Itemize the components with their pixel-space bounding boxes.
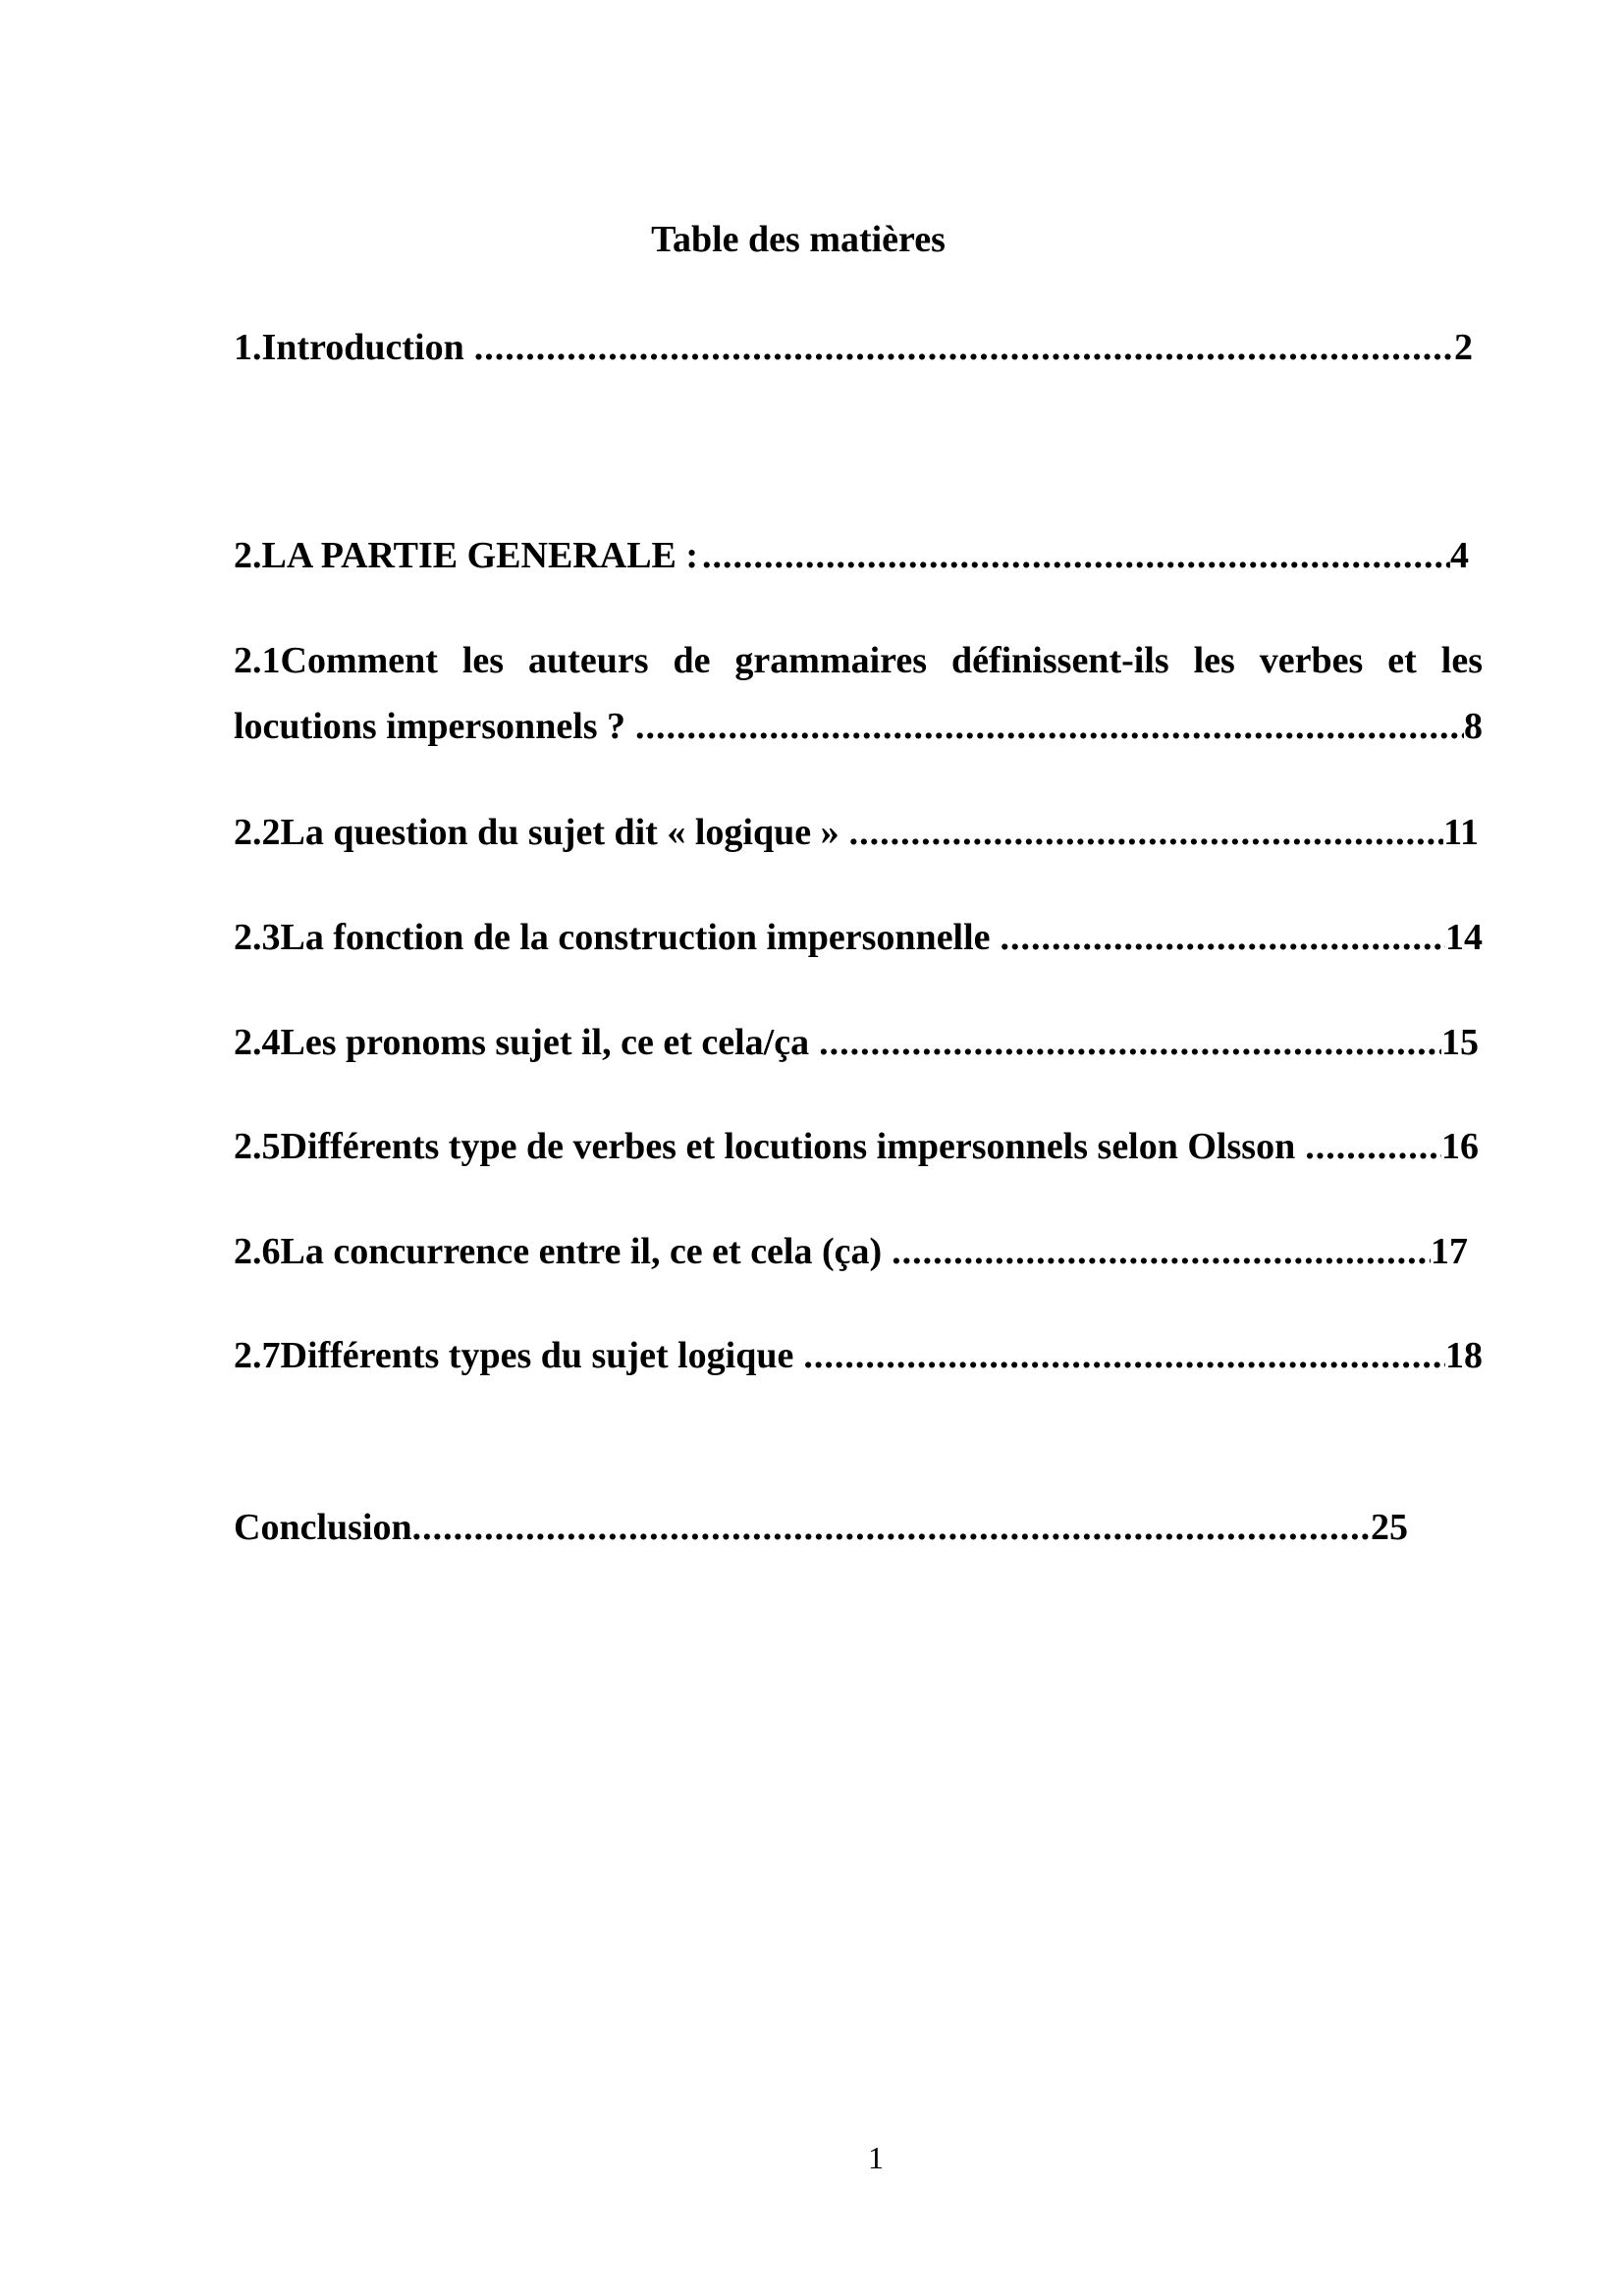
toc-entry-2-1-continued[interactable] xyxy=(234,703,1483,750)
toc-entry-label: 1.Introduction xyxy=(234,327,464,368)
toc-entry-introduction[interactable] xyxy=(234,324,1473,371)
toc-entry-page-number: 8 xyxy=(1464,706,1483,747)
toc-entry-label: 2.2La question du sujet dit « logique » xyxy=(234,812,839,853)
toc-entry-page-number: 11 xyxy=(1443,812,1479,853)
dot-leader xyxy=(803,1332,1445,1379)
dot-leader xyxy=(702,532,1450,579)
toc-entry-2-7[interactable] xyxy=(234,1332,1483,1379)
toc-entry-2-3[interactable] xyxy=(234,914,1483,961)
toc-entry-label: 2.3La fonction de la construction impersonnelle xyxy=(234,917,991,958)
toc-entry-2-4[interactable] xyxy=(234,1019,1479,1066)
toc-entry-label-line1: 2.1Comment les auteurs de grammaires définissent-ils les verbes et les xyxy=(234,640,1483,681)
toc-entry-label: Conclusion xyxy=(234,1507,412,1548)
toc-entry-label: 2.LA PARTIE GENERALE : xyxy=(234,535,699,576)
toc-entry-label: 2.6La concurrence entre il, ce et cela (ça) xyxy=(234,1231,883,1272)
toc-entry-page-number: 4 xyxy=(1450,535,1469,576)
dot-leader xyxy=(819,1019,1441,1066)
toc-entry-label: 2.7Différents types du sujet logique xyxy=(234,1335,794,1376)
toc-entry-page-number: 18 xyxy=(1445,1335,1483,1376)
toc-entry-label-line2: locutions impersonnels ? xyxy=(234,706,626,747)
dot-leader xyxy=(474,324,1454,371)
toc-entry-label: 2.4Les pronoms sujet il, ce et cela/ça xyxy=(234,1022,810,1063)
toc-entry-page-number: 2 xyxy=(1454,327,1473,368)
page-number: 1 xyxy=(868,2140,884,2175)
toc-entry-2-1[interactable] xyxy=(234,637,1483,684)
toc-title-text: Table des matières xyxy=(651,219,946,260)
toc-entry-2-5[interactable] xyxy=(234,1123,1479,1170)
dot-leader xyxy=(412,1504,1371,1551)
page-footer xyxy=(0,2138,1624,2177)
dot-leader xyxy=(849,809,1444,856)
dot-leader xyxy=(1001,914,1445,961)
toc-entry-page-number: 15 xyxy=(1441,1022,1479,1063)
toc-entry-conclusion[interactable] xyxy=(234,1504,1408,1551)
toc-entry-2-2[interactable] xyxy=(234,809,1479,856)
toc-entry-page-number: 16 xyxy=(1441,1126,1479,1167)
dot-leader xyxy=(1305,1123,1441,1170)
dot-leader xyxy=(892,1228,1431,1275)
toc-entry-label: 2.5Différents type de verbes et locutions impersonnels selon Olsson xyxy=(234,1126,1296,1167)
toc-entry-page-number: 25 xyxy=(1371,1507,1408,1548)
toc-title xyxy=(0,216,1624,263)
toc-entry-page-number: 17 xyxy=(1431,1231,1468,1272)
toc-entry-partie-generale[interactable] xyxy=(234,532,1469,579)
dot-leader xyxy=(635,703,1464,750)
toc-entry-page-number: 14 xyxy=(1445,917,1483,958)
toc-entry-2-6[interactable] xyxy=(234,1228,1468,1275)
